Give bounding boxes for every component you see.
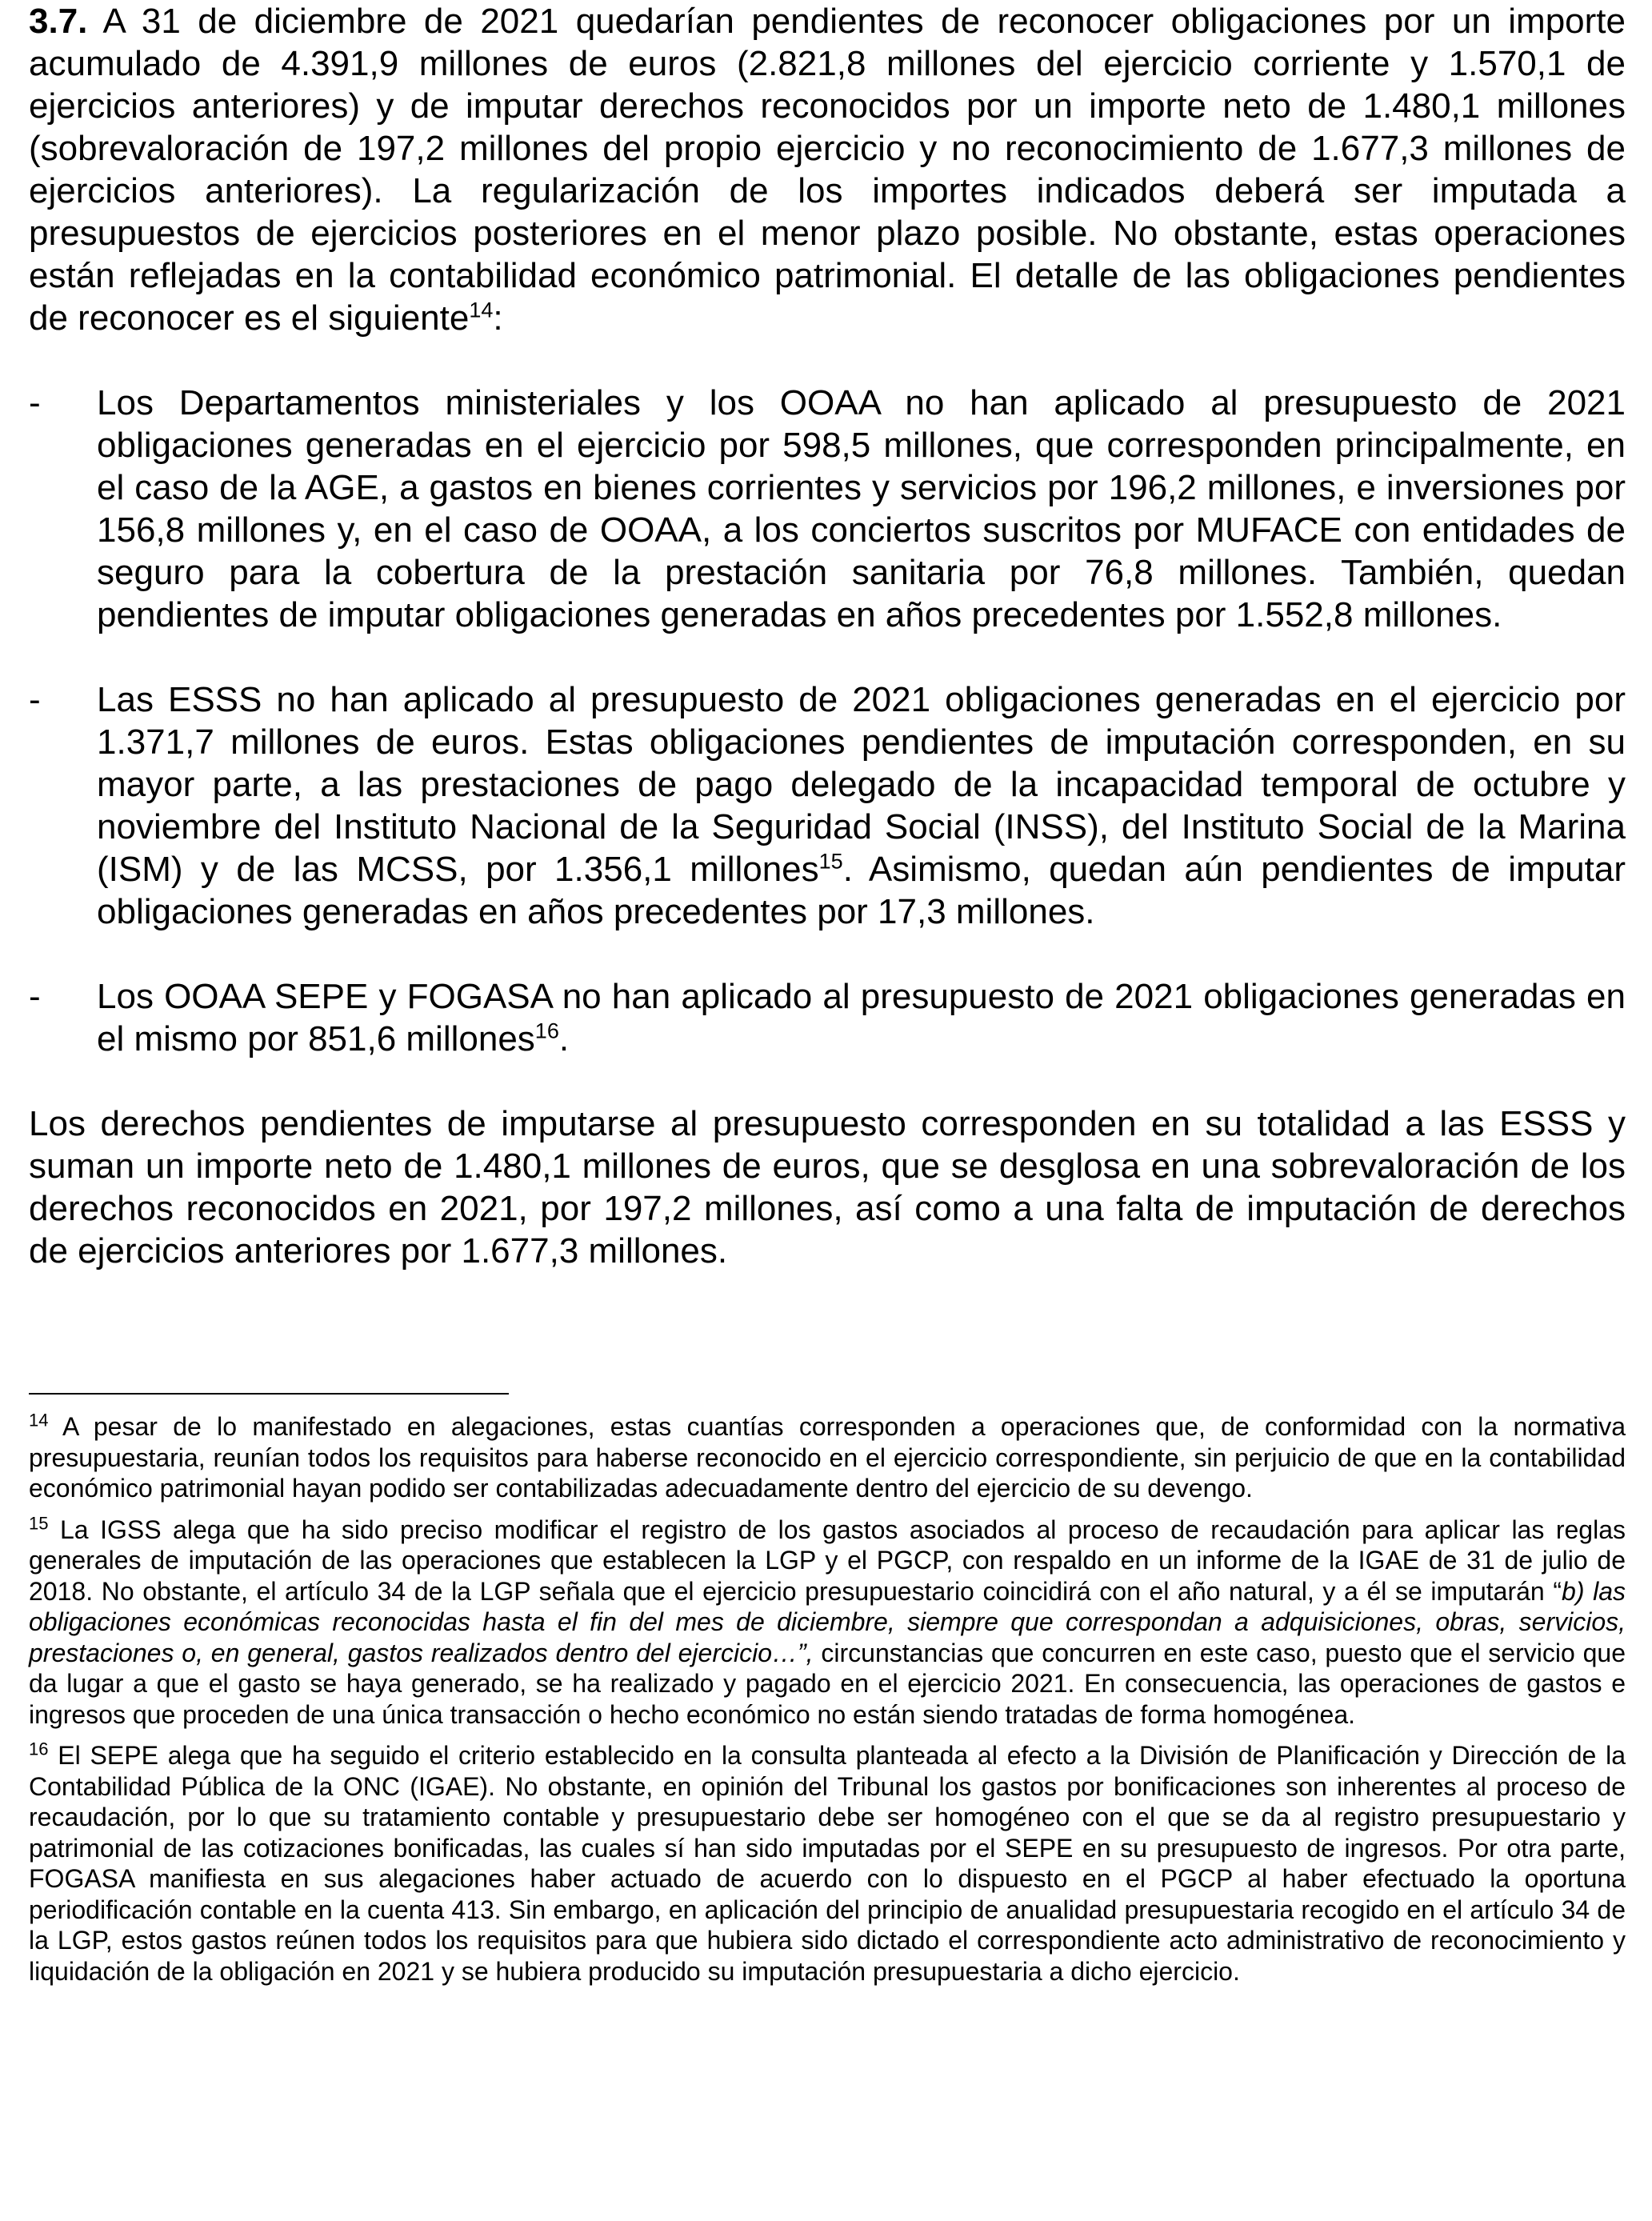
footnote-quote: b) las obligaciones económicas reconocidas hasta el fin del mes de diciembre, siempre que correspondan a adquisiciones, obras, servicios, prestaciones o, en general, gastos realizados dentro del ejercicio…”, [29,1576,1626,1667]
list-item-text: Los OOAA SEPE y FOGASA no han aplicado al presupuesto de 2021 obligaciones generadas en el mismo por 851,6 millones [97,977,1626,1058]
spacer [29,339,1626,382]
document-page [29,0,1626,1986]
list-item-text-end: . Asimismo, quedan aún pendientes de imputar obligaciones generadas en años precedentes por 17,3 millones. [97,850,1626,931]
list-item-text: Los Departamentos ministeriales y los OOAA no han aplicado al presupuesto de 2021 obligaciones generadas en el ejercicio por 598,5 millones, que corresponden principalmente, en el caso de la AGE, a gastos en bienes corrientes y servicios por 196,2 millones, e inversiones por 156,8 millones y, en el caso de OOAA, a los conciertos suscritos por MUFACE con entidades de seguro para la cobertura de la prestación sanitaria por 76,8 millones. También, quedan pendientes de imputar obligaciones generadas en años precedentes por 1.552,8 millones. [97,383,1626,634]
list-item-sepe-fogasa [29,975,1626,1060]
dash-bullet: - [29,680,41,719]
intro-text-end: : [493,298,503,338]
closing-paragraph: Los derechos pendientes de imputarse al presupuesto corresponden en su totalidad a las ESSS y suman un importe neto de 1.480,1 millones de euros, que se desglosa en una sobrevaloración de los derechos reconocidos en 2021, por 197,2 millones, así como a una falta de imputación de derechos de ejercicios anteriores por 1.677,3 millones. [29,1104,1626,1271]
section-number: 3.7. [29,2,88,41]
footnote-text: El SEPE alega que ha seguido el criterio establecido en la consulta planteada al efecto a la División de Planificación y Dirección de la Contabilidad Pública de la ONC (IGAE). No obstante, en opinión del Tribunal los gastos por bonificaciones son inherentes al proceso de recaudación, por lo que su tratamiento contable y presupuestario debe ser homogéneo con el que se da al registro presupuestario y patrimonial de las cotizaciones bonificadas, las cuales sí han sido imputadas por el SEPE en su presupuesto de ingresos. Por otra parte, FOGASA manifiesta en sus alegaciones haber actuado de acuerdo con lo dispuesto en el PGCP al haber efectuado la oportuna periodificación contable en la cuenta 413. Sin embargo, en aplicación del principio de anualidad presupuestaria recogido en el artículo 34 de la LGP, estos gastos reúnen todos los requisitos para que hubiera sido dictado el correspondiente acto administrativo de reconocimiento y liquidación de la obligación en 2021 y se hubiera producido su imputación presupuestaria a dicho ejercicio. [29,1741,1626,1986]
obligations-list [29,382,1626,1060]
list-item-text: Las ESSS no han aplicado al presupuesto de 2021 obligaciones generadas en el ejercicio por 1.371,7 millones de euros. Estas obligaciones pendientes de imputación corresponden, en su mayor parte, a las prestaciones de pago delegado de la incapacidad temporal de octubre y noviembre del Instituto Nacional de la Seguridad Social (INSS), del Instituto Social de la Marina (ISM) y de las MCSS, por 1.356,1 millones [97,680,1626,889]
spacer [29,933,1626,975]
footnote-number: 15 [29,1512,49,1533]
footnote-text: A pesar de lo manifestado en alegaciones, estas cuantías corresponden a operaciones que, de conformidad con la normativa presupuestaria, reunían todos los requisitos para haberse reconocido en el ejercicio correspondiente, sin perjuicio de que en la contabilidad económico patrimonial hayan podido ser contabilizadas adecuadamente dentro del ejercicio de su devengo. [29,1412,1626,1503]
main-body [29,0,1626,1272]
footnote-text: La IGSS alega que ha sido preciso modificar el registro de los gastos asociados al proceso de recaudación para aplicar las reglas generales de imputación de las operaciones que establecen la LGP y el PGCP, con respaldo en un informe de la IGAE de 31 de julio de 2018. No obstante, el artículo 34 de la LGP señala que el ejercicio presupuestario coincidirá con el año natural, y a él se imputarán “ [29,1515,1626,1606]
intro-text: A 31 de diciembre de 2021 quedarían pendientes de reconocer obligaciones por un importe acumulado de 4.391,9 millones de euros (2.821,8 millones del ejercicio corriente y 1.570,1 de ejercicios anteriores) y de imputar derechos reconocidos por un importe neto de 1.480,1 millones (sobrevaloración de 197,2 millones del propio ejercicio y no reconocimiento de 1.677,3 millones de ejercicios anteriores). La regularización de los importes indicados deberá ser imputada a presupuestos de ejercicios posteriores en el menor plazo posible. No obstante, estas operaciones están reflejadas en la contabilidad económico patrimonial. El detalle de las obligaciones pendientes de reconocer es el siguiente [29,2,1626,338]
footnote-ref-14[interactable]: 14 [469,298,494,322]
footnotes-section [29,1411,1626,1997]
section-intro-paragraph [29,0,1626,339]
footnote-ref-16[interactable]: 16 [534,1018,559,1043]
spacer [29,636,1626,678]
dash-bullet: - [29,383,41,422]
dash-bullet: - [29,977,41,1016]
footnote-14 [29,1411,1626,1504]
list-item-text-end: . [558,1019,570,1058]
footnote-separator [29,1393,509,1395]
list-item-departamentos [29,382,1626,636]
footnote-16 [29,1740,1626,1987]
footnote-15 [29,1512,1626,1731]
footnote-number: 14 [29,1410,49,1431]
footnote-text-end: circunstancias que concurren en este caso, puesto que el servicio que da lugar a que el gasto se haya generado, se ha realizado y pagado en el ejercicio 2021. En consecuencia, las operaciones de gastos e ingresos que proceden de una única transacción o hecho económico no están siendo tratadas de forma homogénea. [29,1638,1626,1729]
spacer [29,1060,1626,1102]
footnote-ref-15[interactable]: 15 [818,849,843,874]
footnote-number: 16 [29,1739,49,1759]
list-item-esss [29,678,1626,933]
